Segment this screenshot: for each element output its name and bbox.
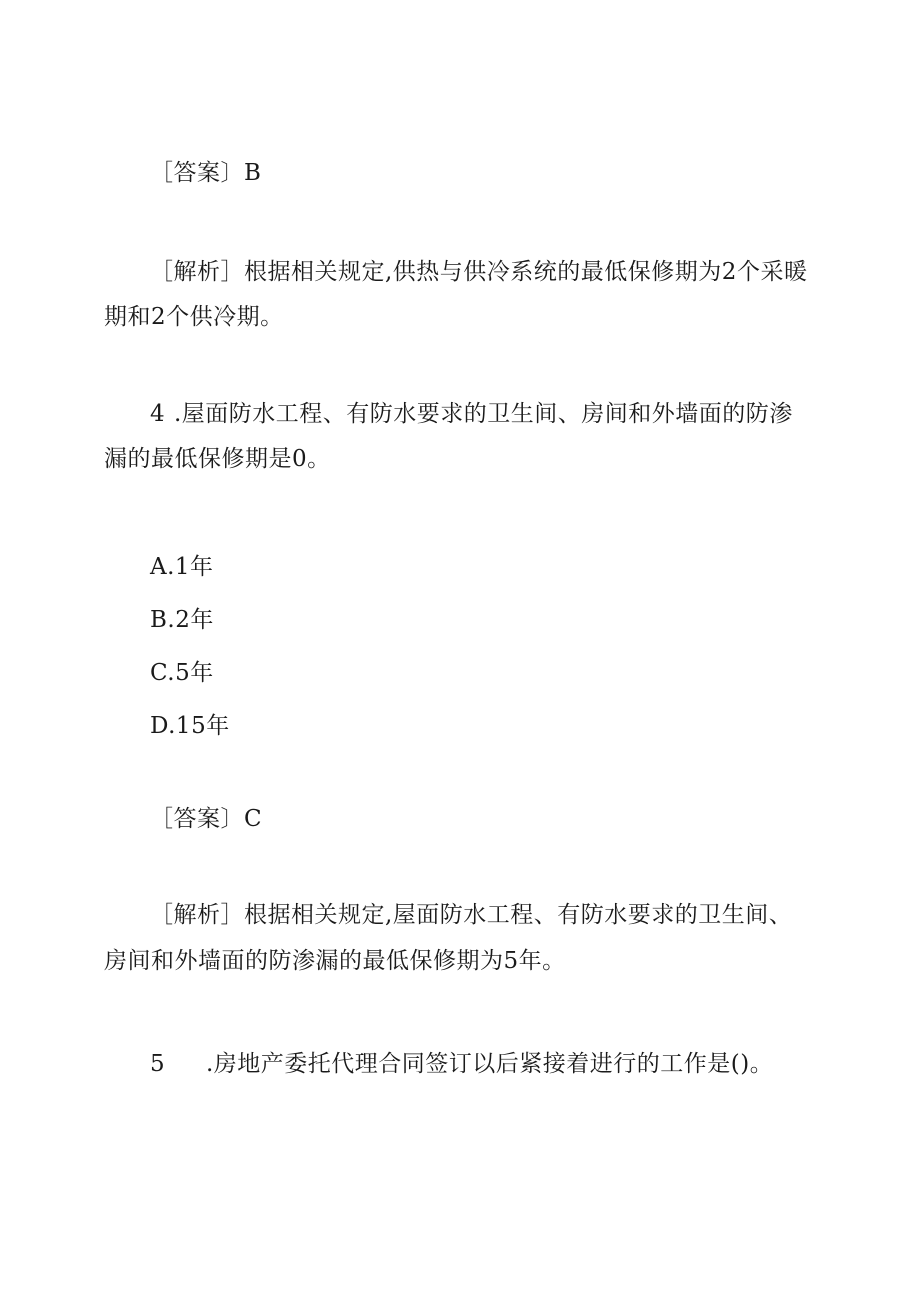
q4-answer: ［答案〕C xyxy=(150,806,263,832)
q4-stem-text: .屋面防水工程、有防水要求的卫生间、房间和外墙面的防渗 xyxy=(174,401,793,427)
q4-option-c: C.5年 xyxy=(150,660,214,686)
q3-analysis-line-2: 期和2个供冷期。 xyxy=(104,304,284,330)
q3-answer: ［答案〕B xyxy=(150,160,262,186)
q4-analysis-line-2: 房间和外墙面的防渗漏的最低保修期为5年。 xyxy=(104,948,566,974)
q5-stem-line-1 xyxy=(150,1049,773,1079)
q4-analysis-line-1: ［解析］根据相关规定,屋面防水工程、有防水要求的卫生间、 xyxy=(150,902,793,928)
q4-stem-line-2: 漏的最低保修期是0。 xyxy=(104,446,331,472)
q4-number: 4 xyxy=(150,401,166,427)
q5-number: 5 xyxy=(150,1051,166,1077)
q4-option-b: B.2年 xyxy=(150,607,214,633)
q4-stem-line-1 xyxy=(150,399,793,429)
q3-analysis-line-1: ［解析］根据相关规定,供热与供冷系统的最低保修期为2个采暖 xyxy=(150,259,808,285)
q5-stem-text: .房地产委托代理合同签订以后紧接着进行的工作是()。 xyxy=(206,1051,774,1077)
q4-option-d: D.15年 xyxy=(150,713,230,739)
q4-option-a: A.1年 xyxy=(150,554,214,580)
